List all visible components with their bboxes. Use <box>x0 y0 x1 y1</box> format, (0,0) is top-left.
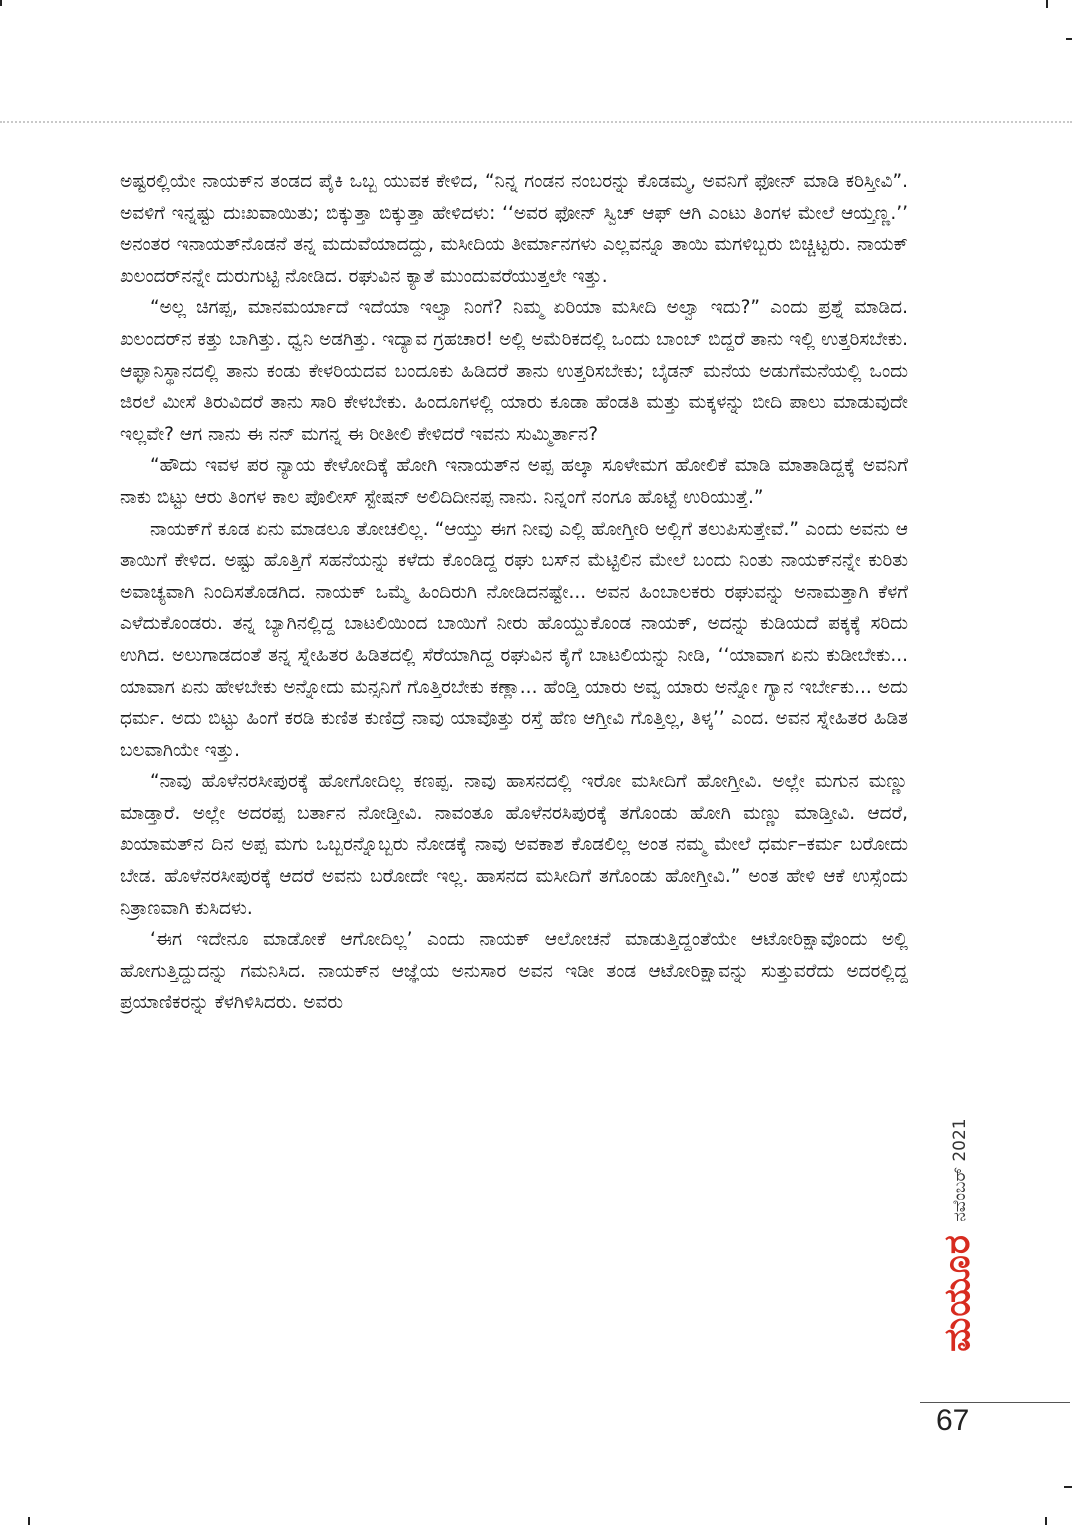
paragraph: ನಾಯಕ್‌ಗೆ ಕೂಡ ಏನು ಮಾಡಲೂ ತೋಚಲಿಲ್ಲ. “ಆಯ್ತು ಈಗ ನೀವು ಎಲ್ಲಿ ಹೋಗ್ತೀರಿ ಅಲ್ಲಿಗೆ ತಲುಪಿಸುತ್ತೇವೆ.” ಎಂದು ಅವನು ಆ ತಾಯಿಗೆ ಕೇಳಿದ. ಅಷ್ಟು ಹೊತ್ತಿಗೆ ಸಹನೆಯನ್ನು ಕಳೆದು ಕೊಂಡಿದ್ದ ರಘು ಬಸ್‌ನ ಮೆಟ್ಟಿಲಿನ ಮೇಲೆ ಬಂದು ನಿಂತು ನಾಯಕ್‌ನನ್ನೇ ಕುರಿತು ಅವಾಚ್ಯವಾಗಿ ನಿಂದಿಸತೊಡಗಿದ. ನಾಯಕ್ ಒಮ್ಮೆ ಹಿಂದಿರುಗಿ ನೋಡಿದನಷ್ಟೇ... ಅವನ ಹಿಂಬಾಲಕರು ರಘುವನ್ನು ಅನಾಮತ್ತಾಗಿ ಕೆಳಗೆ ಎಳೆದುಕೊಂಡರು. ತನ್ನ ಬ್ಯಾಗಿನಲ್ಲಿದ್ದ ಬಾಟಲಿಯಿಂದ ಬಾಯಿಗೆ ನೀರು ಹೊಯ್ದುಕೊಂಡ ನಾಯಕ್, ಅದನ್ನು ಕುಡಿಯದೆ ಪಕ್ಕಕ್ಕೆ ಸರಿದು ಉಗಿದ. ಅಲುಗಾಡದಂತೆ ತನ್ನ ಸ್ನೇಹಿತರ ಹಿಡಿತದಲ್ಲಿ ಸೆರೆಯಾಗಿದ್ದ ರಘುವಿನ ಕೈಗೆ ಬಾಟಲಿಯನ್ನು ನೀಡಿ, ‘‘ಯಾವಾಗ ಏನು ಕುಡೀಬೇಕು... ಯಾವಾಗ ಏನು ಹೇಳಬೇಕು ಅನ್ನೋದು ಮನ್ಸನಿಗೆ ಗೊತ್ತಿರಬೇಕು ಕಣ್ಲಾ... ಹೆಂಡ್ತಿ ಯಾರು ಅವ್ವ ಯಾರು ಅನ್ನೋ ಗ್ಯಾನ ಇರ್ಬೇಕು... ಅದು ಧರ್ಮ. ಅದು ಬಿಟ್ಟು ಹಿಂಗೆ ಕರಡಿ ಕುಣಿತ ಕುಣಿದ್ರೆ ನಾವು ಯಾವೊತ್ತು ರಸ್ತೆ ಹೆಣ ಆಗ್ತೀವಿ ಗೊತ್ತಿಲ್ಲ, ತಿಳ್ಕ’’ ಎಂದ. ಅವನ ಸ್ನೇಹಿತರ ಹಿಡಿತ ಬಲವಾಗಿಯೇ ಇತ್ತು. <box>120 518 908 761</box>
crop-mark-bottom-right <box>1045 1517 1047 1525</box>
paragraph: ‘ಈಗ ಇದೇನೂ ಮಾಡೋಕೆ ಆಗೋದಿಲ್ಲ’ ಎಂದು ನಾಯಕ್ ಆಲೋಚನೆ ಮಾಡುತ್ತಿದ್ದಂತೆಯೇ ಆಟೋರಿಕ್ಷಾವೊಂದು ಅಲ್ಲಿ ಹೋಗುತ್ತಿದ್ದುದನ್ನು ಗಮನಿಸಿದ. ನಾಯಕ್‌ನ ಆಜ್ಞೆಯ ಅನುಸಾರ ಅವನ ಇಡೀ ತಂಡ ಆಟೋರಿಕ್ಷಾವನ್ನು ಸುತ್ತುವರೆದು ಅದರಲ್ಲಿದ್ದ ಪ್ರಯಾಣಿಕರನ್ನು ಕೆಳಗಿಳಿಸಿದರು. ಅವರು <box>120 929 908 1014</box>
crop-mark-right-top <box>1066 38 1072 40</box>
header-dotted-divider <box>0 121 1072 123</box>
crop-mark-bottom-left <box>28 1517 30 1525</box>
paragraph: ಅಷ್ಟರಲ್ಲಿಯೇ ನಾಯಕ್‌ನ ತಂಡದ ಪೈಕಿ ಒಬ್ಬ ಯುವಕ ಕೇಳಿದ, “ನಿನ್ನ ಗಂಡನ ನಂಬರನ್ನು ಕೊಡಮ್ಮ, ಅವನಿಗೆ ಫೋನ್ ಮಾಡಿ ಕರಿಸ್ತೀವಿ”. ಅವಳಿಗೆ ಇನ್ನಷ್ಟು ದುಃಖವಾಯಿತು; ಬಿಕ್ಕುತ್ತಾ ಬಿಕ್ಕುತ್ತಾ ಹೇಳಿದಳು: ‘‘ಅವರ ಫೋನ್ ಸ್ವಿಚ್ ಆಫ್ ಆಗಿ ಎಂಟು ತಿಂಗಳ ಮೇಲೆ ಆಯ್ತಣ್ಣ.’’ ಅನಂತರ ಇನಾಯತ್‌ನೊಡನೆ ತನ್ನ ಮದುವೆಯಾದದ್ದು, ಮಸೀದಿಯ ತೀರ್ಮಾನಗಳು ಎಲ್ಲವನ್ನೂ ತಾಯಿ ಮಗಳಿಬ್ಬರು ಬಿಚ್ಚಿಟ್ಟರು. ನಾಯಕ್ ಖಲಂದರ್‌ನನ್ನೇ ದುರುಗುಟ್ಟಿ ನೋಡಿದ. ರಘುವಿನ ಕ್ಯಾತೆ ಮುಂದುವರೆಯುತ್ತಲೇ ಇತ್ತು. <box>120 171 908 287</box>
issue-date: ನವೆಂಬರ್ 2021 <box>950 1118 970 1222</box>
crop-mark-top-right <box>1046 0 1048 8</box>
crop-mark-right-bottom <box>1064 1486 1072 1488</box>
paragraph: “ಅಲ್ಲ ಚಿಗಪ್ಪ, ಮಾನಮರ್ಯಾದೆ ಇದೆಯಾ ಇಲ್ವಾ ನಿಂಗೆ? ನಿಮ್ಮ ಏರಿಯಾ ಮಸೀದಿ ಅಲ್ವಾ ಇದು?” ಎಂದು ಪ್ರಶ್ನೆ ಮಾಡಿದ. ಖಲಂದರ್‌ನ ಕತ್ತು ಬಾಗಿತ್ತು. ಧ್ವನಿ ಅಡಗಿತ್ತು. ಇದ್ಯಾವ ಗ್ರಹಚಾರ! ಅಲ್ಲಿ ಅಮೆರಿಕದಲ್ಲಿ ಒಂದು ಬಾಂಬ್ ಬಿದ್ದರೆ ತಾನು ಇಲ್ಲಿ ಉತ್ತರಿಸಬೇಕು. ಆಫ್ಘಾನಿಸ್ಥಾನದಲ್ಲಿ ತಾನು ಕಂಡು ಕೇಳರಿಯದವ ಬಂದೂಕು ಹಿಡಿದರೆ ತಾನು ಉತ್ತರಿಸಬೇಕು; ಬೈಡನ್ ಮನೆಯ ಅಡುಗೆಮನೆಯಲ್ಲಿ ಒಂದು ಜಿರಲೆ ಮೀಸೆ ತಿರುವಿದರೆ ತಾನು ಸಾರಿ ಕೇಳಬೇಕು. ಹಿಂದೂಗಳಲ್ಲಿ ಯಾರು ಕೂಡಾ ಹೆಂಡತಿ ಮತ್ತು ಮಕ್ಕಳನ್ನು ಬೀದಿ ಪಾಲು ಮಾಡುವುದೇ ಇಲ್ಲವೇ? ಆಗ ನಾನು ಈ ನನ್ ಮಗನ್ನ ಈ ರೀತೀಲಿ ಕೇಳಿದರೆ ಇವನು ಸುಮ್ಮಿರ್ತಾನ? <box>120 297 908 445</box>
paragraph: “ನಾವು ಹೊಳೆನರಸೀಪುರಕ್ಕೆ ಹೋಗೋದಿಲ್ಲ ಕಣಪ್ಪ. ನಾವು ಹಾಸನದಲ್ಲಿ ಇರೋ ಮಸೀದಿಗೆ ಹೋಗ್ತೀವಿ. ಅಲ್ಲೇ ಮಗುನ ಮಣ್ಣು ಮಾಡ್ತಾರೆ. ಅಲ್ಲೇ ಅದರಪ್ಪ ಬರ್ತಾನ ನೋಡ್ತೀವಿ. ನಾವಂತೂ ಹೊಳೆನರಸಿಪುರಕ್ಕೆ ತಗೊಂಡು ಹೋಗಿ ಮಣ್ಣು ಮಾಡ್ತೀವಿ. ಆದರೆ, ಖಯಾಮತ್‌ನ ದಿನ ಅಪ್ಪ ಮಗು ಒಬ್ಬರನ್ನೊಬ್ಬರು ನೋಡಕ್ಕೆ ನಾವು ಅವಕಾಶ ಕೊಡಲಿಲ್ಲ ಅಂತ ನಮ್ಮ ಮೇಲೆ ಧರ್ಮ–ಕರ್ಮ ಬರೋದು ಬೇಡ. ಹೊಳೆನರಸೀಪುರಕ್ಕೆ ಆದರೆ ಅವನು ಬರೋದೇ ಇಲ್ಲ. ಹಾಸನದ ಮಸೀದಿಗೆ ತಗೊಂಡು ಹೋಗ್ತೀವಿ.” ಅಂತ ಹೇಳಿ ಆಕೆ ಉಸ್ಸೆಂದು ನಿತ್ರಾಣವಾಗಿ ಕುಸಿದಳು. <box>120 771 908 919</box>
article-body <box>120 166 908 1019</box>
page-number: 67 <box>936 1404 970 1437</box>
crop-mark-top-left <box>0 0 2 6</box>
magazine-logo: ಮಯೂರ <box>937 1234 978 1352</box>
folio-divider <box>920 1402 1070 1403</box>
paragraph: “ಹೌದು ಇವಳ ಪರ ನ್ಯಾಯ ಕೇಳೋದಿಕ್ಕೆ ಹೋಗಿ ಇನಾಯತ್‌ನ ಅಪ್ಪ ಹಲ್ಕಾ ಸೂಳೇಮಗ ಹೋಲಿಕೆ ಮಾಡಿ ಮಾತಾಡಿದ್ದಕ್ಕೆ ಅವನಿಗೆ ನಾಕು ಬಿಟ್ಟು ಆರು ತಿಂಗಳ ಕಾಲ ಪೊಲೀಸ್ ಸ್ಟೇಷನ್ ಅಲಿದಿದೀನಪ್ಪ ನಾನು. ನಿನ್ನಂಗೆ ನಂಗೂ ಹೊಟ್ಟೆ ಉರಿಯುತ್ತೆ.” <box>120 455 908 508</box>
